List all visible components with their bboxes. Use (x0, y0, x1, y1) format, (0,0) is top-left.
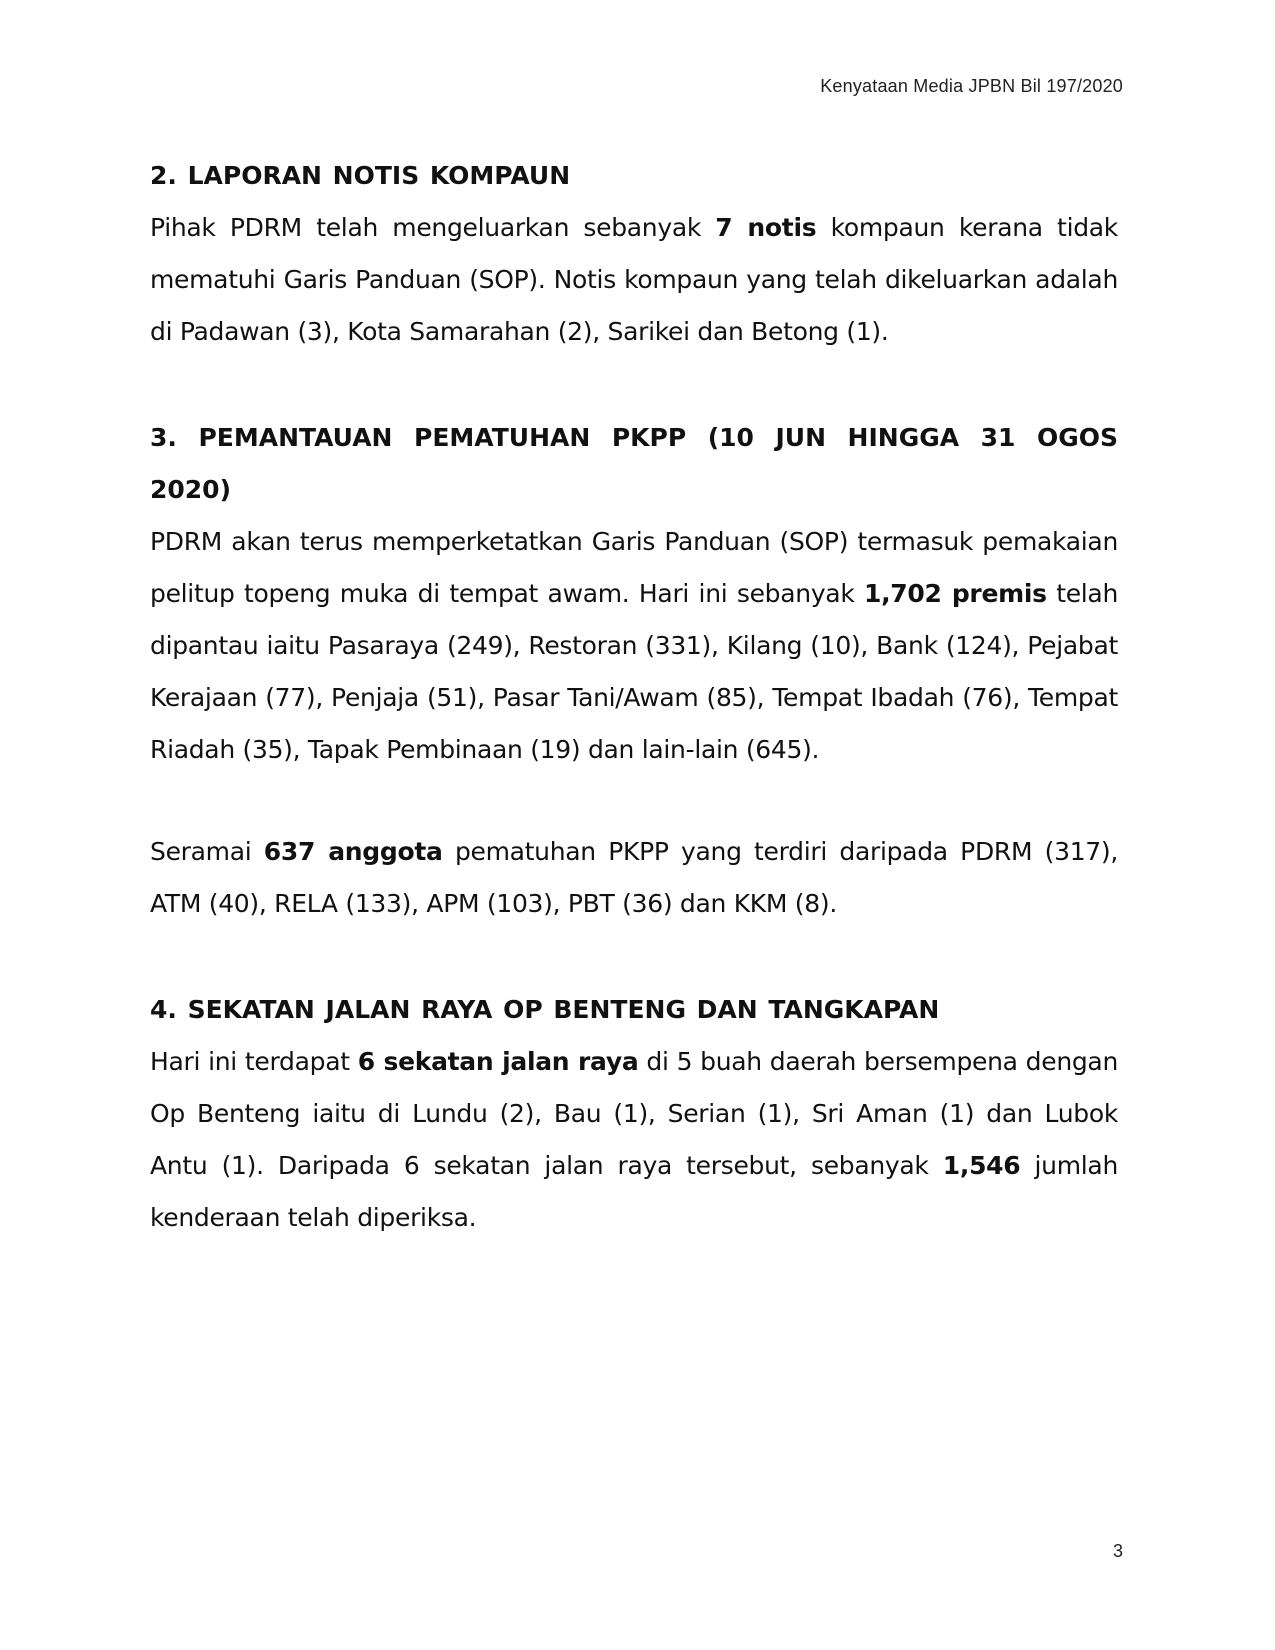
paragraph-bold-text: 1,702 premis (864, 579, 1047, 608)
section-paragraph (150, 516, 1118, 776)
paragraph-bold-text: 6 sekatan jalan raya (357, 1047, 639, 1076)
section-sekatan-jalan-raya (150, 984, 1118, 1244)
paragraph-text: telah dipantau iaitu Pasaraya (249), Restoran (331), Kilang (10), Bank (124), Pejabat Kerajaan (77), Penjaja (51), Pasar Tani/Awam (85), Tempat Ibadah (76), Tempat Riadah (35), Tapak Pembinaan (19) dan lain-lain (645). (150, 579, 1118, 764)
page-number: 3 (1112, 1541, 1123, 1561)
paragraph-text: Pihak PDRM telah mengeluarkan sebanyak (150, 213, 716, 242)
section-paragraph (150, 826, 1118, 930)
section-laporan-notis-kompaun (150, 150, 1118, 358)
paragraph-text: Seramai (150, 837, 264, 866)
paragraph-text: Hari ini terdapat (150, 1047, 358, 1076)
section-pemantauan-pematuhan (150, 412, 1118, 930)
section-heading: 3. PEMANTAUAN PEMATUHAN PKPP (10 JUN HINGGA 31 OGOS 2020) (150, 423, 1118, 504)
paragraph-text: kompaun kerana tidak mematuhi Garis Panduan (SOP). Notis kompaun yang telah dikeluarkan adalah di Padawan (3), Kota Samarahan (2), Sarikei dan Betong (1). (150, 213, 1118, 346)
paragraph-bold-text: 1,546 (942, 1151, 1021, 1180)
section-paragraph (150, 202, 1118, 358)
section-heading: 2. LAPORAN NOTIS KOMPAUN (150, 161, 571, 190)
document-reference: Kenyataan Media JPBN Bil 197/2020 (820, 76, 1123, 96)
paragraph-text: di 5 buah daerah bersempena dengan Op Benteng iaitu di Lundu (2), Bau (1), Serian (1), Sri Aman (1) dan Lubok Antu (1). Daripada 6 sekatan jalan raya tersebut, sebanyak (150, 1047, 1118, 1180)
document-body (150, 150, 1118, 1244)
section-paragraph (150, 1036, 1118, 1244)
paragraph-text: jumlah kenderaan telah diperiksa. (150, 1151, 1118, 1232)
paragraph-bold-text: 7 notis (715, 213, 817, 242)
paragraph-bold-text: 637 anggota (263, 837, 443, 866)
paragraph-text: PDRM akan terus memperketatkan Garis Panduan (SOP) termasuk pemakaian pelitup topeng muka di tempat awam. Hari ini sebanyak (150, 527, 1118, 608)
section-heading: 4. SEKATAN JALAN RAYA OP BENTENG DAN TANGKAPAN (150, 995, 940, 1024)
paragraph-text: pematuhan PKPP yang terdiri daripada PDRM (317), ATM (40), RELA (133), APM (103), PBT (36) dan KKM (8). (150, 837, 1119, 918)
